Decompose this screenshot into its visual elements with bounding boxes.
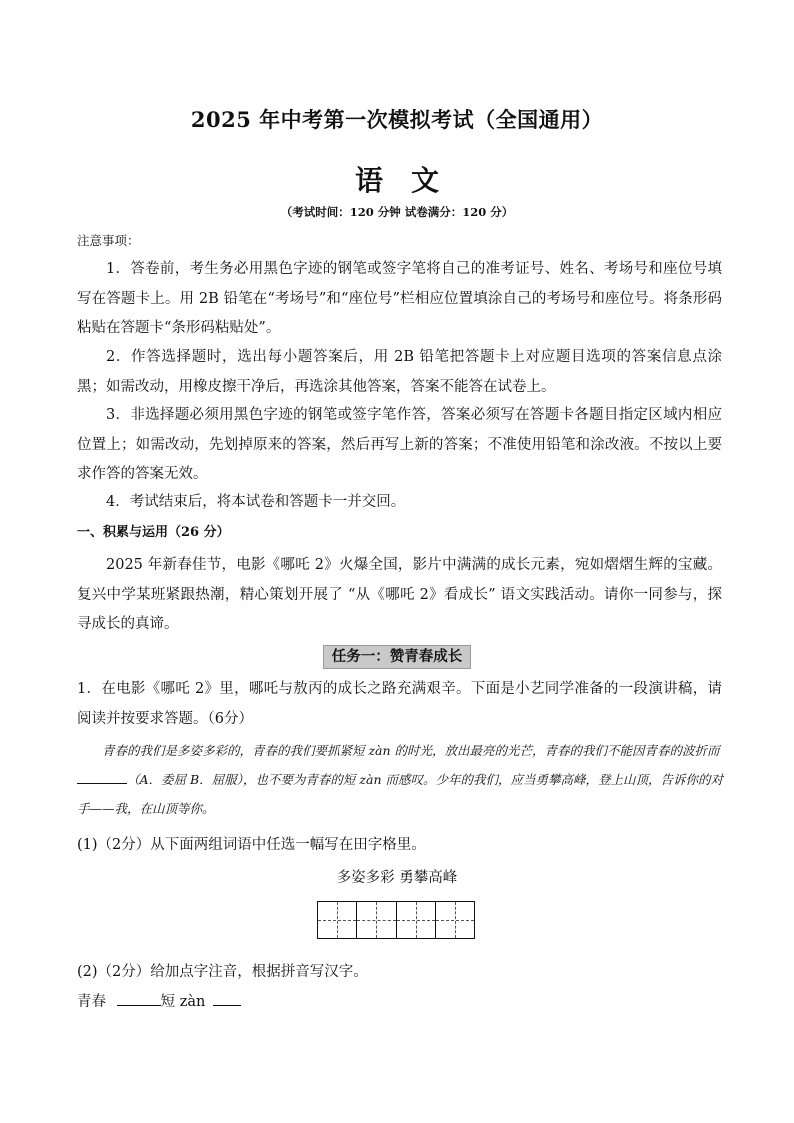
notice-item-1: 1．答卷前，考生务必用黑色字迹的钢笔或签字笔将自己的准考证号、姓名、考场号和座位号填写在答题卡上。用 2B 铅笔在“考场号”和“座位号”栏相应位置填涂自己的考场号和座位号。将条形码粘贴在答题卡“条形码粘贴处”。	[77, 261, 722, 336]
answer-label-qingchun: 青春	[77, 994, 106, 1010]
notice-heading: 注意事项：	[77, 233, 140, 248]
question-1-stem: 1．在电影《哪吒 2》里，哪吒与敖丙的成长之路充满艰辛。下面是小艺同学准备的一段演讲稿，请阅读并按要求答题。（6分）	[77, 681, 722, 727]
sub-question-2: (2)（2分）给加点字注音，根据拼音写汉字。	[77, 964, 368, 980]
speech-part-2: （A．委屈 B．屈服），也不要为青春的短 zàn 而感叹。少年的我们，应当勇攀高峰，登上山顶，告诉你的对手——我，在山顶等你。	[77, 772, 723, 816]
section-heading: 一、积累与运用（26 分）	[77, 525, 230, 540]
speech-excerpt	[77, 736, 727, 823]
task-label: 任务一：赞青春成长	[323, 645, 471, 669]
notice-item-3: 3．非选择题必须用黑色字迹的钢笔或签字笔作答，答案必须写在答题卡各题目指定区域内相应位置上；如需改动，先划掉原来的答案，然后再写上新的答案；不准使用铅笔和涂改液。不按以上要求作答的答案无效。	[77, 407, 722, 482]
grid-cell[interactable]	[357, 902, 396, 938]
tianzige-grid[interactable]	[317, 901, 475, 939]
notice-item-2: 2．作答选择题时，选出每小题答案后，用 2B 铅笔把答题卡上对应题目选项的答案信息点涂黑；如需改动，用橡皮擦干净后，再选涂其他答案，答案不能答在试卷上。	[77, 349, 722, 395]
pinyin-answer-line	[77, 990, 241, 1011]
time-info: （考试时间：120 分钟 试卷满分：120 分）	[280, 205, 514, 219]
fill-blank[interactable]	[77, 783, 127, 784]
notice-item-4: 4．考试结束后，将本试卷和答题卡一并交回。	[106, 494, 406, 510]
grid-cell[interactable]	[436, 902, 474, 938]
sub-question-1: (1)（2分）从下面两组词语中任选一幅写在田字格里。	[77, 837, 426, 853]
word-options: 多姿多彩 勇攀高峰	[336, 870, 458, 886]
exam-title: 2025 年中考第一次模拟考试（全国通用）	[190, 107, 604, 132]
speech-part-1: 青春的我们是多姿多彩的，青春的我们要抓紧短 zàn 的时光，放出最亮的光芒，青春的我们不能因青春的波折而	[102, 743, 720, 758]
section-intro: 2025 年新春佳节，电影《哪吒 2》火爆全国，影片中满满的成长元素，宛如熠熠生辉的宝藏。复兴中学某班紧跟热潮，精心策划开展了 “从《哪吒 2》看成长” 语文实践活动。请你一同参与，探寻成长的真谛。	[77, 557, 722, 632]
subject-title: 语文	[354, 164, 467, 197]
grid-cell[interactable]	[318, 902, 357, 938]
grid-cell[interactable]	[397, 902, 436, 938]
answer-label-duanzan: 短 zàn	[160, 994, 206, 1010]
answer-blank-1[interactable]	[117, 1005, 161, 1006]
answer-blank-2[interactable]	[213, 1005, 241, 1006]
